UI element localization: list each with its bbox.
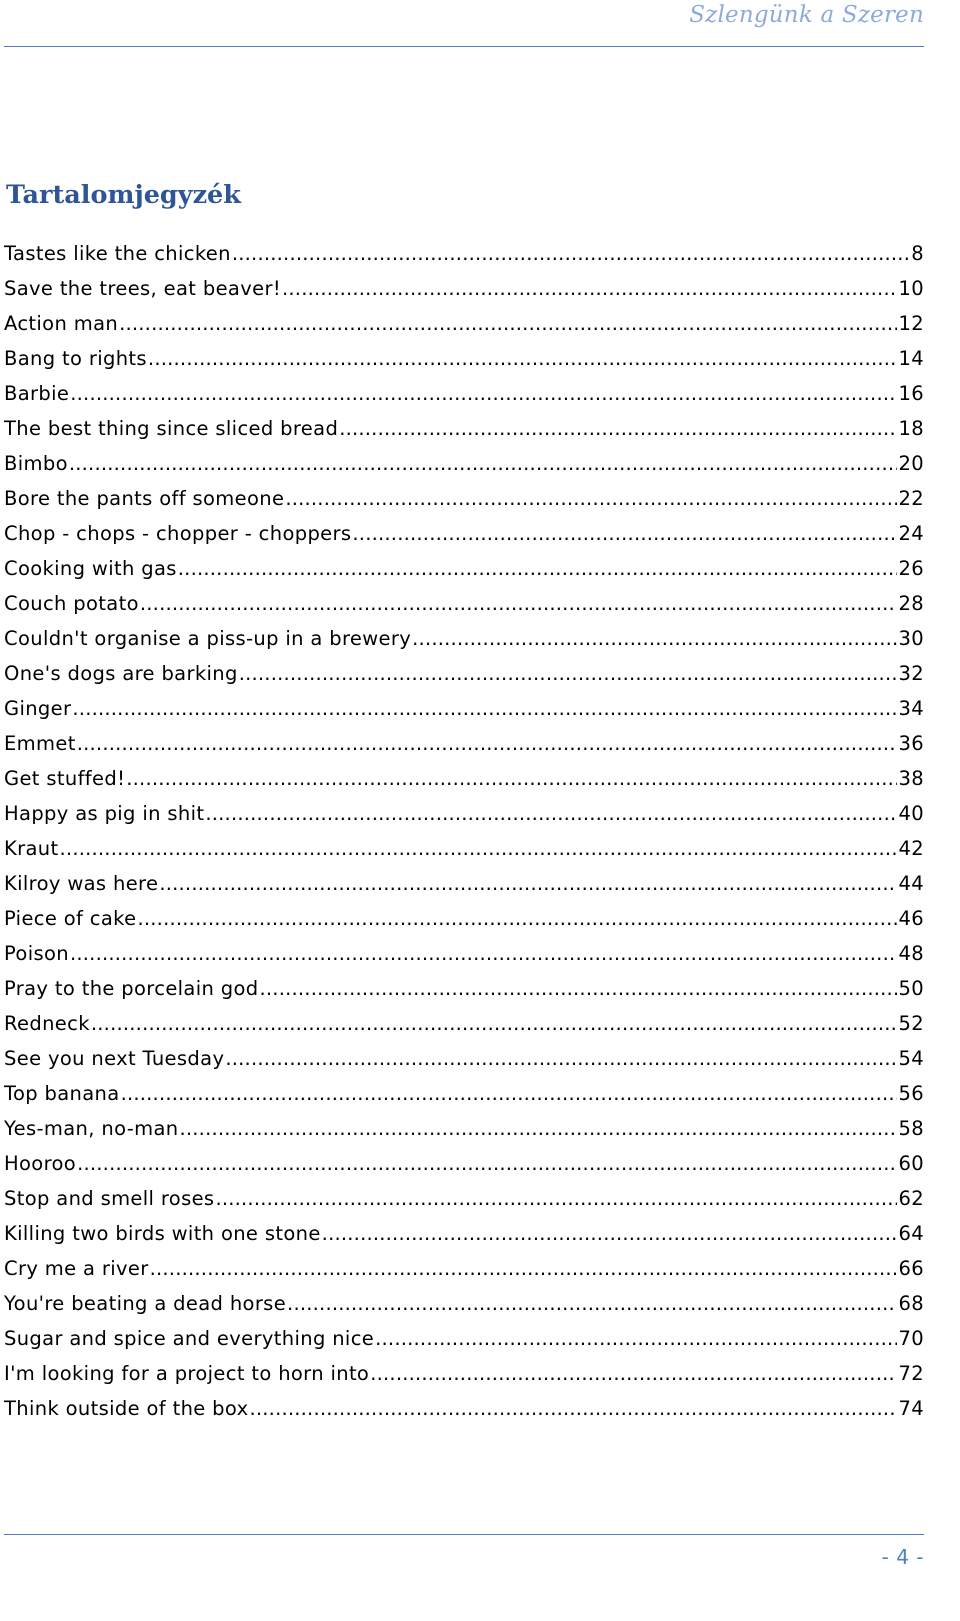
toc-entry-page: 54 bbox=[898, 1047, 924, 1070]
toc-dot-leader bbox=[412, 627, 897, 651]
toc-entry[interactable] bbox=[4, 487, 924, 522]
toc-dot-leader bbox=[70, 942, 898, 966]
toc-entry-page: 72 bbox=[898, 1362, 924, 1385]
toc-entry-page: 20 bbox=[898, 452, 924, 475]
toc-entry[interactable] bbox=[4, 837, 924, 872]
toc-dot-leader bbox=[159, 872, 897, 896]
toc-entry-label: Poison bbox=[4, 942, 69, 965]
toc-entry-label: Cooking with gas bbox=[4, 557, 177, 580]
toc-entry-page: 48 bbox=[898, 942, 924, 965]
toc-entry[interactable] bbox=[4, 942, 924, 977]
toc-entry-label: Save the trees, eat beaver! bbox=[4, 277, 281, 300]
toc-dot-leader bbox=[140, 592, 898, 616]
toc-entry[interactable] bbox=[4, 697, 924, 732]
toc-entry-page: 30 bbox=[898, 627, 924, 650]
toc-entry-page: 8 bbox=[911, 242, 924, 265]
toc-entry[interactable] bbox=[4, 1117, 924, 1152]
toc-dot-leader bbox=[232, 242, 910, 266]
toc-dot-leader bbox=[121, 1082, 898, 1106]
toc-entry-page: 24 bbox=[898, 522, 924, 545]
toc-entry[interactable] bbox=[4, 522, 924, 557]
toc-entry[interactable] bbox=[4, 592, 924, 627]
toc-entry[interactable] bbox=[4, 1187, 924, 1222]
running-header-title: Szlengünk a Szeren bbox=[689, 2, 924, 28]
toc-entry-page: 18 bbox=[898, 417, 924, 440]
footer-page-number: - 4 - bbox=[881, 1545, 924, 1569]
toc-entry-page: 34 bbox=[898, 697, 924, 720]
toc-entry[interactable] bbox=[4, 242, 924, 277]
toc-entry[interactable] bbox=[4, 872, 924, 907]
toc-entry[interactable] bbox=[4, 1082, 924, 1117]
footer-divider bbox=[4, 1534, 924, 1535]
toc-dot-leader bbox=[352, 522, 897, 546]
toc-entry[interactable] bbox=[4, 1292, 924, 1327]
toc-entry[interactable] bbox=[4, 1047, 924, 1082]
toc-entry[interactable] bbox=[4, 1362, 924, 1397]
toc-dot-leader bbox=[150, 1257, 898, 1281]
toc-entry-page: 50 bbox=[898, 977, 924, 1000]
toc-entry[interactable] bbox=[4, 382, 924, 417]
toc-entry-label: Killing two birds with one stone bbox=[4, 1222, 321, 1245]
toc-entry[interactable] bbox=[4, 977, 924, 1012]
toc-entry-label: Bang to rights bbox=[4, 347, 147, 370]
toc-entry-label: You're beating a dead horse bbox=[4, 1292, 287, 1315]
toc-entry-page: 46 bbox=[898, 907, 924, 930]
toc-entry-label: Redneck bbox=[4, 1012, 90, 1035]
toc-entry[interactable] bbox=[4, 312, 924, 347]
toc-dot-leader bbox=[249, 1397, 897, 1421]
toc-dot-leader bbox=[322, 1222, 898, 1246]
toc-heading: Tartalomjegyzék bbox=[6, 180, 241, 210]
toc-entry-page: 44 bbox=[898, 872, 924, 895]
toc-entry-label: Think outside of the box bbox=[4, 1397, 249, 1420]
toc-dot-leader bbox=[287, 1292, 897, 1316]
toc-entry[interactable] bbox=[4, 417, 924, 452]
toc-entry-label: Kilroy was here bbox=[4, 872, 159, 895]
toc-entry[interactable] bbox=[4, 627, 924, 662]
toc-dot-leader bbox=[60, 837, 898, 861]
toc-dot-leader bbox=[126, 767, 897, 791]
toc-dot-leader bbox=[69, 452, 898, 476]
toc-dot-leader bbox=[225, 1047, 897, 1071]
toc-entry-page: 32 bbox=[898, 662, 924, 685]
toc-dot-leader bbox=[282, 277, 897, 301]
toc-dot-leader bbox=[72, 697, 897, 721]
toc-entry[interactable] bbox=[4, 277, 924, 312]
toc-entry-label: Ginger bbox=[4, 697, 72, 720]
toc-entry[interactable] bbox=[4, 1397, 924, 1432]
toc-entry-page: 42 bbox=[898, 837, 924, 860]
toc-entry-label: Couldn't organise a piss-up in a brewery bbox=[4, 627, 412, 650]
toc-dot-leader bbox=[339, 417, 897, 441]
toc-entry-label: Hooroo bbox=[4, 1152, 77, 1175]
toc-dot-leader bbox=[119, 312, 897, 336]
toc-entry-page: 66 bbox=[898, 1257, 924, 1280]
toc-entry-page: 62 bbox=[898, 1187, 924, 1210]
toc-entry[interactable] bbox=[4, 732, 924, 767]
toc-entry-label: Couch potato bbox=[4, 592, 139, 615]
toc-entry-page: 70 bbox=[898, 1327, 924, 1350]
toc-list bbox=[4, 242, 924, 1432]
toc-entry-label: Kraut bbox=[4, 837, 59, 860]
toc-dot-leader bbox=[178, 557, 898, 581]
toc-dot-leader bbox=[179, 1117, 897, 1141]
toc-entry-page: 26 bbox=[898, 557, 924, 580]
toc-dot-leader bbox=[239, 662, 898, 686]
toc-dot-leader bbox=[77, 732, 898, 756]
toc-entry-label: See you next Tuesday bbox=[4, 1047, 225, 1070]
toc-entry-label: Happy as pig in shit bbox=[4, 802, 205, 825]
toc-entry-label: Top banana bbox=[4, 1082, 120, 1105]
header-divider bbox=[4, 46, 924, 47]
toc-entry-page: 28 bbox=[898, 592, 924, 615]
toc-entry-label: Cry me a river bbox=[4, 1257, 149, 1280]
toc-entry-label: Action man bbox=[4, 312, 119, 335]
toc-entry-page: 12 bbox=[898, 312, 924, 335]
toc-entry-page: 58 bbox=[898, 1117, 924, 1140]
toc-entry-page: 36 bbox=[898, 732, 924, 755]
toc-entry-page: 74 bbox=[898, 1397, 924, 1420]
toc-dot-leader bbox=[70, 382, 897, 406]
toc-dot-leader bbox=[370, 1362, 897, 1386]
toc-dot-leader bbox=[91, 1012, 898, 1036]
toc-entry-label: Tastes like the chicken bbox=[4, 242, 231, 265]
toc-entry[interactable] bbox=[4, 557, 924, 592]
toc-entry-label: Bore the pants off someone bbox=[4, 487, 285, 510]
toc-entry-label: Pray to the porcelain god bbox=[4, 977, 259, 1000]
toc-entry[interactable] bbox=[4, 347, 924, 382]
toc-entry[interactable] bbox=[4, 802, 924, 837]
toc-entry[interactable] bbox=[4, 1012, 924, 1047]
toc-entry-page: 14 bbox=[898, 347, 924, 370]
toc-entry-label: Yes-man, no-man bbox=[4, 1117, 179, 1140]
toc-entry[interactable] bbox=[4, 1327, 924, 1362]
toc-entry[interactable] bbox=[4, 1222, 924, 1257]
toc-dot-leader bbox=[77, 1152, 897, 1176]
toc-entry-label: Emmet bbox=[4, 732, 76, 755]
toc-entry-label: One's dogs are barking bbox=[4, 662, 238, 685]
toc-dot-leader bbox=[375, 1327, 897, 1351]
toc-entry[interactable] bbox=[4, 767, 924, 802]
toc-entry-label: Barbie bbox=[4, 382, 70, 405]
toc-dot-leader bbox=[260, 977, 898, 1001]
toc-entry-label: Piece of cake bbox=[4, 907, 137, 930]
toc-entry-label: Get stuffed! bbox=[4, 767, 126, 790]
toc-entry[interactable] bbox=[4, 1152, 924, 1187]
toc-dot-leader bbox=[205, 802, 897, 826]
toc-entry[interactable] bbox=[4, 662, 924, 697]
toc-entry-label: Chop - chops - chopper - choppers bbox=[4, 522, 352, 545]
toc-entry-page: 38 bbox=[898, 767, 924, 790]
toc-entry-label: Bimbo bbox=[4, 452, 68, 475]
toc-entry-page: 64 bbox=[898, 1222, 924, 1245]
toc-entry-label: Stop and smell roses bbox=[4, 1187, 215, 1210]
toc-entry-page: 22 bbox=[898, 487, 924, 510]
toc-dot-leader bbox=[215, 1187, 897, 1211]
toc-entry-page: 56 bbox=[898, 1082, 924, 1105]
toc-dot-leader bbox=[148, 347, 898, 371]
toc-dot-leader bbox=[285, 487, 897, 511]
toc-entry-page: 40 bbox=[898, 802, 924, 825]
toc-dot-leader bbox=[137, 907, 897, 931]
toc-entry-page: 16 bbox=[898, 382, 924, 405]
toc-entry-label: The best thing since sliced bread bbox=[4, 417, 339, 440]
toc-entry[interactable] bbox=[4, 907, 924, 942]
toc-entry[interactable] bbox=[4, 1257, 924, 1292]
toc-entry-page: 10 bbox=[898, 277, 924, 300]
toc-entry-page: 52 bbox=[898, 1012, 924, 1035]
toc-entry-label: I'm looking for a project to horn into bbox=[4, 1362, 370, 1385]
toc-entry-label: Sugar and spice and everything nice bbox=[4, 1327, 375, 1350]
toc-entry[interactable] bbox=[4, 452, 924, 487]
toc-entry-page: 68 bbox=[898, 1292, 924, 1315]
toc-entry-page: 60 bbox=[898, 1152, 924, 1175]
